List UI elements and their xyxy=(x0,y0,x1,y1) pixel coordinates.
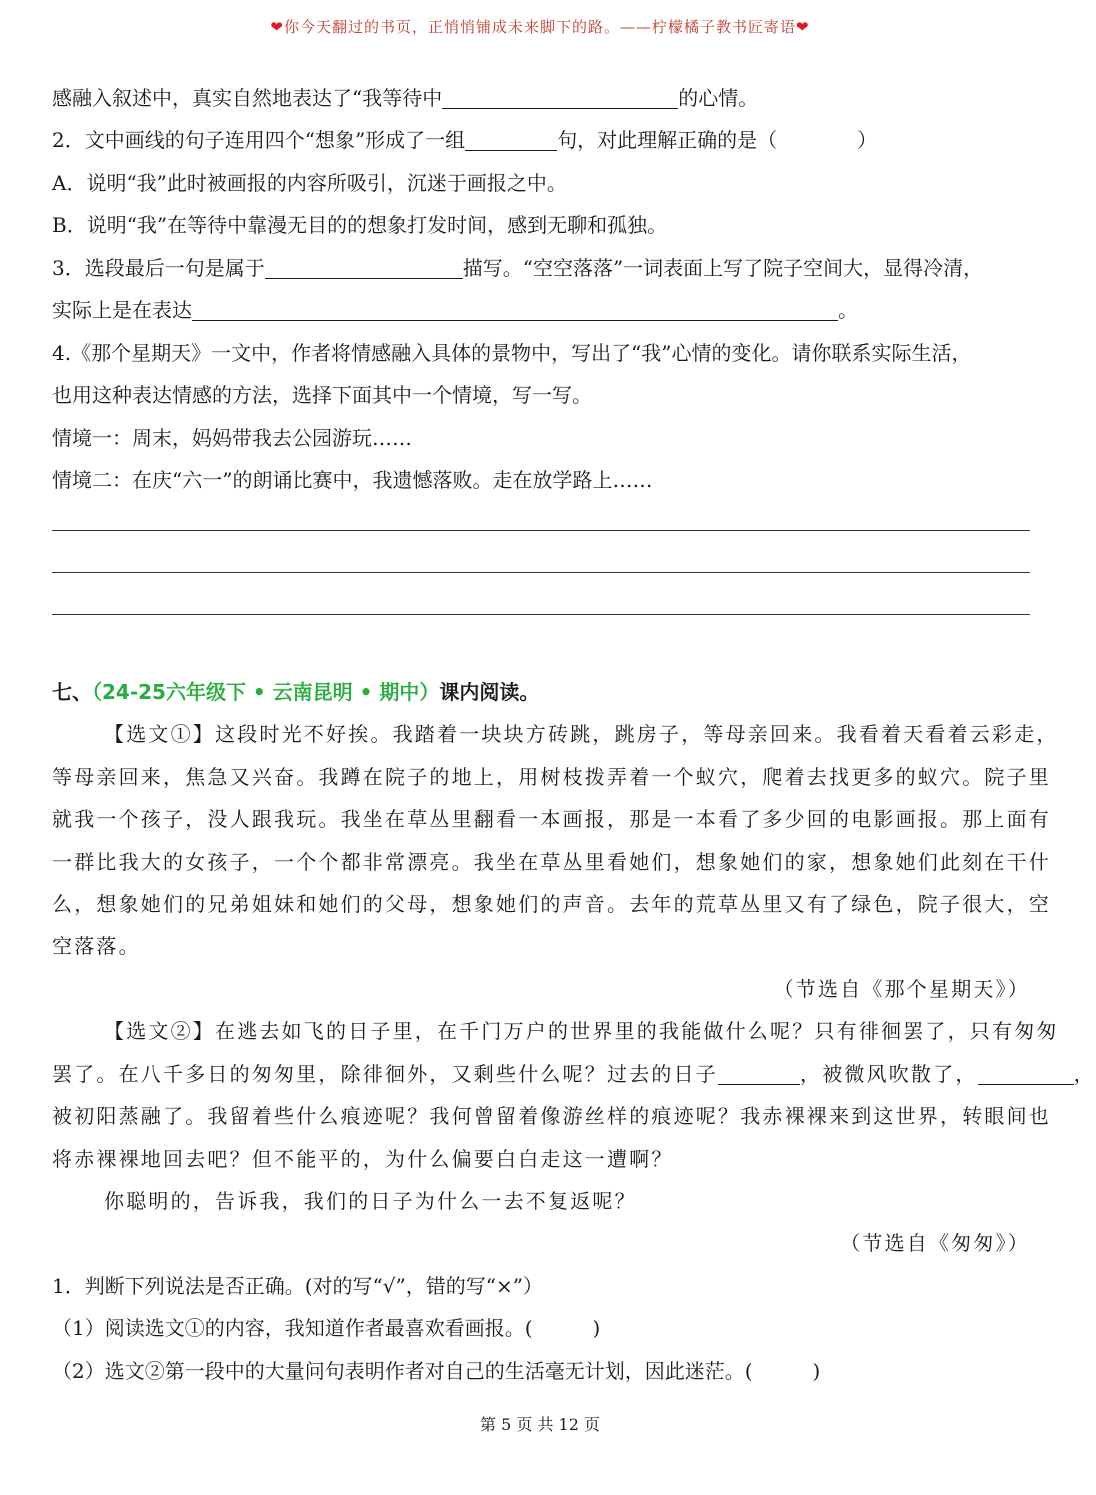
text: ， xyxy=(1073,1062,1096,1086)
question-2 xyxy=(52,126,1030,154)
passage-1-line: 一群比我大的女孩子，一个个都非常漂亮。我坐在草丛里看她们，想象她们的家，想象她们此刻在干什 xyxy=(52,850,1051,874)
heart-icon: ❤ xyxy=(796,18,810,36)
scenario-1: 情境一：周末，妈妈带我去公园游玩…… xyxy=(52,426,412,450)
section-7-title xyxy=(52,678,1030,706)
page-footer: 第 5 页 共 12 页 xyxy=(480,1415,600,1434)
section-heading: 课内阅读。 xyxy=(439,680,540,704)
text: 描写。“空空落落”一词表面上写了院子空间大，显得冷清， xyxy=(462,256,984,280)
answer-blank xyxy=(465,128,557,151)
q-prev-line1 xyxy=(52,84,1030,112)
passage-1-line: 【选文①】这段时光不好挨。我踏着一块块方砖跳，跳房子，等母亲回来。我看着天看着云彩走， xyxy=(104,722,1059,746)
writing-line xyxy=(52,614,1030,615)
passage-2-line: 【选文②】在逃去如飞的日子里，在千门万户的世界里的我能做什么呢？只有徘徊罢了，只有匆匆 xyxy=(104,1019,1059,1043)
passage-2-source: （节选自《匆匆》） xyxy=(840,1231,1030,1255)
question-7-1-1: （1）阅读选文①的内容，我知道作者最喜欢看画报。( ) xyxy=(52,1316,601,1340)
passage-1-line: 么，想象她们的兄弟姐妹和她们的父母，想象她们的声音。去年的荒草丛里又有了绿色，院子很大，空 xyxy=(52,892,1051,916)
passage-2-line xyxy=(52,1060,1096,1088)
text: 。 xyxy=(838,298,858,322)
answer-blank xyxy=(265,256,463,279)
option-b: B．说明“我”在等待中靠漫无目的的想象打发时间，感到无聊和孤独。 xyxy=(52,213,668,237)
passage-2-line: 被初阳蒸融了。我留着些什么痕迹呢？我何曾留着像游丝样的痕迹呢？我赤裸裸来到这世界，转眼间也 xyxy=(52,1104,1051,1128)
text: 3．选段最后一句是属于 xyxy=(52,256,265,280)
writing-line xyxy=(52,530,1030,531)
page-header xyxy=(0,16,1080,37)
text: 感融入叙述中，真实自然地表达了“我等待中 xyxy=(52,86,443,110)
answer-blank xyxy=(192,298,838,321)
writing-line xyxy=(52,572,1030,573)
passage-1-line: 空落落。 xyxy=(52,934,141,958)
scenario-2: 情境二：在庆“六一”的朗诵比赛中，我遗憾落败。走在放学路上…… xyxy=(52,468,653,492)
question-3-line2 xyxy=(52,296,1030,324)
question-3 xyxy=(52,254,1030,282)
question-7-1-2: （2）选文②第一段中的大量问句表明作者对自己的生活毫无计划，因此迷茫。( ) xyxy=(52,1359,821,1383)
heart-icon: ❤ xyxy=(270,18,284,36)
text: 句，对此理解正确的是（ ） xyxy=(557,128,878,152)
passage-2-line: 你聪明的，告诉我，我们的日子为什么一去不复返呢？ xyxy=(104,1189,637,1213)
text: 实际上是在表达 xyxy=(52,298,192,322)
text: 2．文中画线的句子连用四个“想象”形成了一组 xyxy=(52,128,466,152)
passage-2-line: 将赤裸裸地回去吧？但不能平的，为什么偏要白白走这一遭啊？ xyxy=(52,1147,674,1171)
text: 罢了。在八千多日的匆匆里，除徘徊外，又剩些什么呢？过去的日子 xyxy=(52,1062,718,1086)
option-a: A．说明“我”此时被画报的内容所吸引，沉迷于画报之中。 xyxy=(52,171,567,195)
answer-blank xyxy=(718,1062,800,1085)
question-4: 4.《那个星期天》一文中，作者将情感融入具体的景物中，写出了“我”心情的变化。请你联系实际生活， xyxy=(52,341,972,365)
question-7-1: 1．判断下列说法是否正确。(对的写“√”，错的写“×”） xyxy=(52,1274,543,1298)
text: 的心情。 xyxy=(678,86,759,110)
answer-blank xyxy=(442,86,678,109)
answer-blank xyxy=(978,1062,1074,1085)
section-source: （24-25六年级下 • 云南昆明 • 期中） xyxy=(92,680,440,704)
text: ，被微风吹散了， xyxy=(800,1062,978,1086)
passage-1-line: 就我一个孩子，没人跟我玩。我坐在草丛里翻看一本画报，那是一本看了多少回的电影画报。那上面有 xyxy=(52,807,1051,831)
passage-1-line: 等母亲回来，焦急又兴奋。我蹲在院子的地上，用树枝拨弄着一个蚁穴，爬着去找更多的蚁穴。院子里 xyxy=(52,765,1051,789)
passage-1-source: （节选自《那个星期天》） xyxy=(773,977,1030,1001)
header-text: 你今天翻过的书页，正悄悄铺成未来脚下的路。——柠檬橘子教书匠寄语 xyxy=(283,18,796,36)
question-4-line2: 也用这种表达情感的方法，选择下面其中一个情境，写一写。 xyxy=(52,383,592,407)
section-number: 七、 xyxy=(52,680,92,704)
